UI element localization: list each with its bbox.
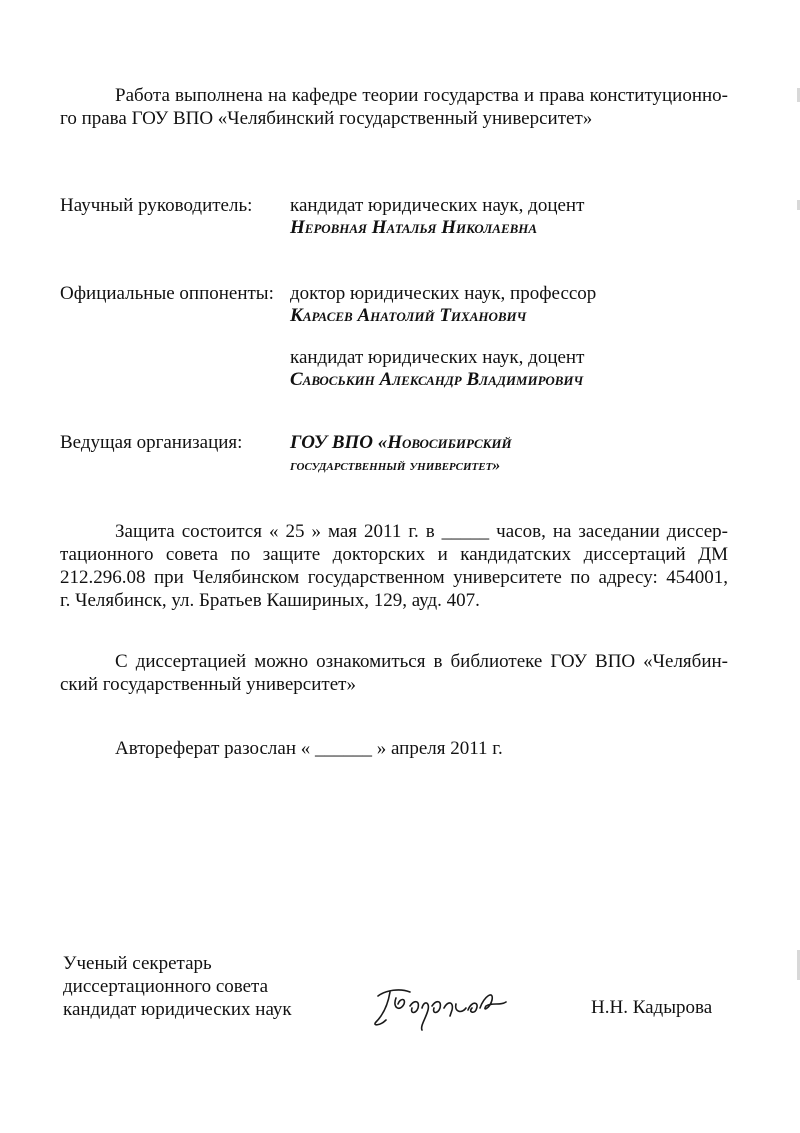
defense-line-4: г. Челябинск, ул. Братьев Кашириных, 129, ауд. 407. — [60, 590, 480, 611]
lead-org-label: Ведущая организация: — [60, 432, 243, 453]
secretary-line-3: кандидат юридических наук — [63, 999, 292, 1020]
secretary-line-1: Ученый секретарь — [63, 953, 212, 974]
secretary-name: Н.Н. Кадырова — [591, 997, 713, 1018]
library-paragraph — [60, 650, 728, 696]
opponent-1-title: доктор юридических наук, профессор — [290, 283, 597, 304]
secretary-block — [63, 952, 292, 1021]
opponent-1-name: Карасев Анатолий Тиханович — [290, 305, 527, 326]
handwritten-signature — [370, 982, 520, 1032]
lead-org-line-1: ГОУ ВПО «Новосибирский — [290, 432, 512, 453]
supervisor-name: Неровная Наталья Николаевна — [290, 217, 538, 238]
defense-line-2: тационного совета по защите докторских и кандидатских диссертаций ДМ — [60, 544, 728, 565]
supervisor-label: Научный руководитель: — [60, 195, 253, 216]
sent-paragraph — [60, 737, 728, 760]
sent-line: Автореферат разослан « ______ » апреля 2011 г. — [115, 738, 503, 759]
defense-line-3: 212.296.08 при Челябинском государственном университете по адресу: 454001, — [60, 567, 728, 588]
defense-paragraph — [60, 520, 728, 612]
intro-line-2: го права ГОУ ВПО «Челябинский государственный университет» — [60, 108, 593, 129]
intro-line-1: Работа выполнена на кафедре теории государства и права конституционно- — [115, 85, 728, 106]
library-line-2: ский государственный университет» — [60, 674, 356, 695]
secretary-line-2: диссертационного совета — [63, 976, 269, 997]
defense-line-1: Защита состоится « 25 » мая 2011 г. в _____ часов, на заседании диссер- — [115, 521, 728, 542]
supervisor-title: кандидат юридических наук, доцент — [290, 195, 585, 216]
opponent-2-name: Савоськин Александр Владимирович — [290, 369, 584, 390]
lead-org-line-2: государственный университет» — [290, 457, 501, 474]
intro-paragraph — [60, 84, 728, 130]
library-line-1: С диссертацией можно ознакомиться в библиотеке ГОУ ВПО «Челябин- — [115, 651, 728, 672]
opponent-2-title: кандидат юридических наук, доцент — [290, 347, 585, 368]
opponents-label: Официальные оппоненты: — [60, 283, 274, 304]
